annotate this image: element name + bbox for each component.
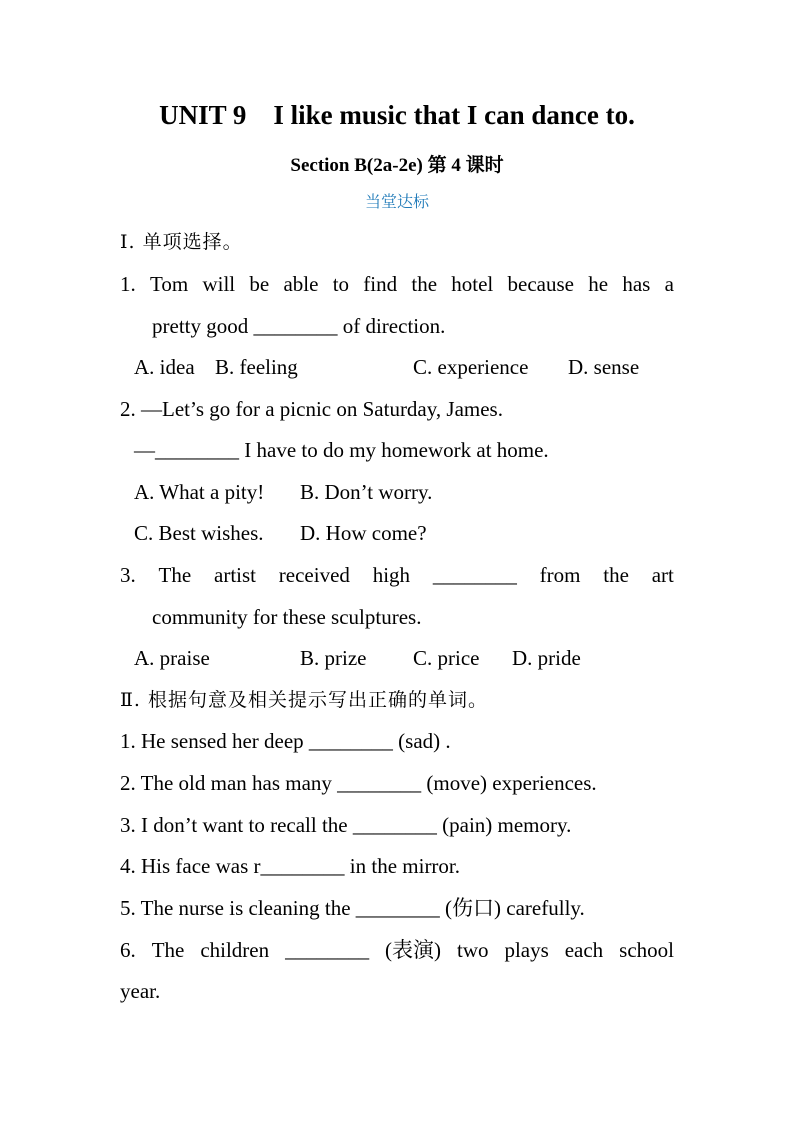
q2-option-c: C. Best wishes. [134,521,264,545]
q2-line1: 2. —Let’s go for a picnic on Saturday, James. [120,397,503,421]
part2-heading: Ⅱ. 根据句意及相关提示写出正确的单词。 [120,689,488,711]
q3-option-b: B. prize [300,646,367,670]
part1-heading: Ⅰ. 单项选择。 [120,231,243,253]
q2-option-a: A. What a pity! [134,480,265,504]
q1-line1: 1. Tom will be able to find the hotel because he has a [120,272,674,296]
q2-option-b: B. Don’t worry. [300,480,433,504]
page-title: UNIT 9 I like music that I can dance to. [159,100,635,130]
part2-item-6-line2: year. [120,979,161,1003]
q1-option-b: B. feeling [215,355,298,379]
q3-line1: 3. The artist received high ________ from the art [120,563,674,587]
part2-item-2: 2. The old man has many ________ (move) experiences. [120,771,597,795]
q3-option-d: D. pride [512,646,581,670]
q3-option-c: C. price [413,646,480,670]
q2-line2: —________ I have to do my homework at home. [134,438,549,462]
q1-line2: pretty good ________ of direction. [152,314,446,338]
part2-item-3: 3. I don’t want to recall the ________ (pain) memory. [120,813,572,837]
section-tag: 当堂达标 [364,192,429,211]
part2-item-1: 1. He sensed her deep ________ (sad) . [120,729,451,753]
q3-option-a: A. praise [134,646,210,670]
q3-line2: community for these sculptures. [152,605,422,629]
part2-item-6-line1: 6. The children ________ (表演) two plays each school [120,938,674,962]
part2-item-5: 5. The nurse is cleaning the ________ (伤口) carefully. [120,896,585,920]
q2-option-d: D. How come? [300,521,427,545]
part2-item-4: 4. His face was r________ in the mirror. [120,854,461,878]
q1-option-d: D. sense [568,355,640,379]
q1-option-c: C. experience [413,355,529,379]
q1-option-a: A. idea [134,355,195,379]
section-subtitle: Section B(2a-2e) 第 4 课时 [290,155,504,176]
